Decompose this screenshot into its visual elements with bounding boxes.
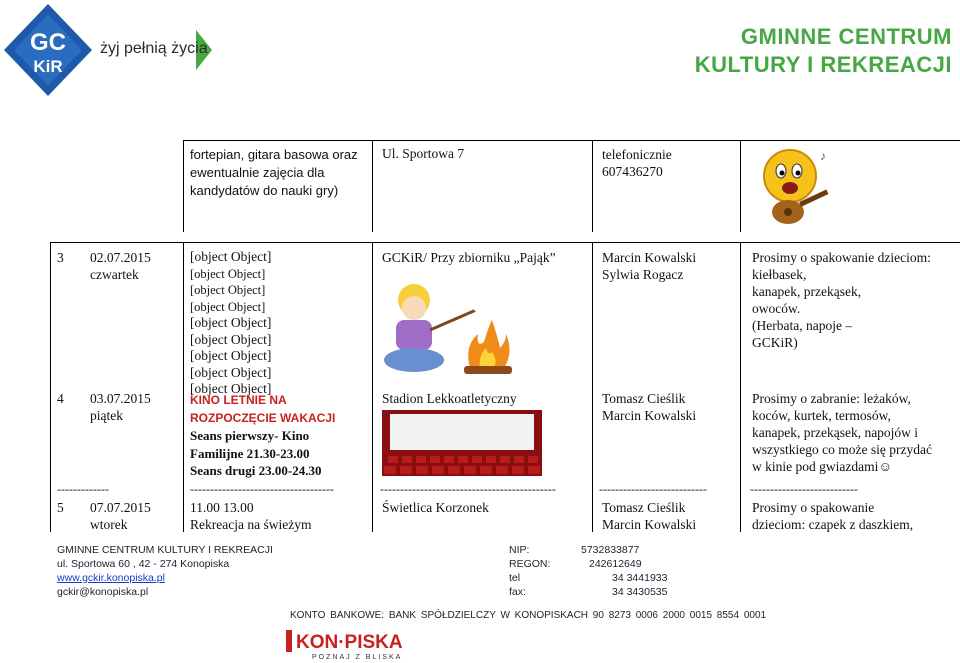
row-place: GCKiR/ Przy zbiorniku „Pająk”: [382, 250, 556, 265]
footer-org: GMINNE CENTRUM KULTURY I REKREACJI: [57, 544, 273, 556]
svg-text:♪: ♪: [820, 149, 826, 163]
org-name-line1: GMINNE CENTRUM: [740, 24, 952, 49]
row-place: Stadion Lekkoatletyczny: [382, 391, 517, 406]
svg-text:POZNAJ Z BLISKA: POZNAJ Z BLISKA: [312, 654, 403, 661]
row-people: Marcin Kowalski Sylwia Rogacz: [602, 250, 697, 282]
row-notes: Prosimy o spakowanie dzieciom: kiełbasek, kanapek, przekąsek, owoców. (Herbata, napoje – GCKiR): [752, 250, 931, 350]
contact-top: telefonicznie 607436270: [602, 147, 672, 179]
table-border: [50, 242, 960, 243]
footer-ids: NIP: 5732833877 REGON: 242612649 tel 34 3441933 fax: 34 3430535: [509, 544, 668, 598]
dash-separator: ---------------------------: [750, 482, 858, 496]
row-people: Tomasz Cieślik Marcin Kowalski: [602, 500, 697, 532]
header: [0, 0, 960, 110]
grid-line: [592, 140, 593, 232]
row-date: 03.07.2015 piątek: [90, 391, 151, 423]
row-notes: Prosimy o spakowanie dzieciom: czapek z daszkiem,: [752, 500, 914, 532]
table-top-border: [183, 140, 960, 141]
footer-bank: KONTO BANKOWE: BANK SPÓŁDZIELCZY W KONOPISKACH 90 8273 0006 2000 0015 8554 0001: [290, 610, 767, 621]
row-schedule: KINO LETNIE NA ROZPOCZĘCIE WAKACJI Seans pierwszy- Kino Familijne 21.30-23.00 Seans drugi 23.00-24.30: [190, 393, 336, 478]
row-people: Tomasz Cieślik Marcin Kowalski: [602, 391, 697, 423]
dash-separator: ------------------------------------: [190, 482, 334, 496]
footer-left: [57, 543, 273, 599]
gckir-logo: [0, 0, 96, 100]
row-schedule: 11.00 13.00 Rekreacja na świeżym: [190, 500, 312, 532]
dash-separator: --------------------------------------------: [380, 482, 556, 496]
svg-text:KiR: KiR: [33, 57, 63, 76]
row-place: Świetlica Korzonek: [382, 500, 489, 515]
row-date: 02.07.2015 czwartek: [90, 250, 151, 282]
svg-text:GC: GC: [30, 29, 66, 56]
dash-separator: ---------------------------: [599, 482, 707, 496]
grid-line: [183, 140, 184, 232]
row-schedule: [object Object] [object Object] [object Object] [object Object] [object Object] [object Object] [object Object] [object Object] [object Object]: [190, 249, 272, 396]
grid-line: [183, 242, 184, 532]
grid-line: [372, 242, 373, 532]
row-number: 5: [57, 500, 64, 515]
place-top: Ul. Sportowa 7: [382, 146, 465, 161]
svg-text:KON·PISKA: KON·PISKA: [296, 632, 403, 653]
row-number: 4: [57, 391, 64, 406]
grid-line: [372, 140, 373, 232]
instruments-text: fortepian, gitara basowa oraz ewentualnie zajęcia dla kandydatów do nauki gry): [190, 147, 358, 198]
grid-line: [740, 140, 741, 232]
grid-line: [592, 242, 593, 532]
row-notes: Prosimy o zabranie: leżaków, koców, kurtek, termosów, kanapek, przekąsek, napojów i wszystkiego co może się przydać w kinie pod gwiazdami☺: [752, 391, 932, 474]
slogan: żyj pełnią życia: [100, 40, 208, 57]
campfire-image: [380, 276, 530, 384]
grid-line: [50, 242, 51, 532]
grid-line: [740, 242, 741, 532]
org-name-line2: KULTURY I REKREACJI: [694, 52, 952, 77]
row-number: 3: [57, 250, 64, 265]
dash-separator: -------------: [57, 482, 109, 496]
cinema-image: [382, 410, 542, 476]
footer-address: ul. Sportowa 60 , 42 - 274 Konopiska: [57, 558, 230, 570]
smiley-guitar-image: [750, 142, 840, 232]
footer-website-link[interactable]: www.gckir.konopiska.pl: [57, 572, 165, 584]
row-date: 07.07.2015 wtorek: [90, 500, 151, 532]
konopiska-logo: [286, 626, 426, 662]
footer-email[interactable]: gckir@konopiska.pl: [57, 586, 149, 598]
